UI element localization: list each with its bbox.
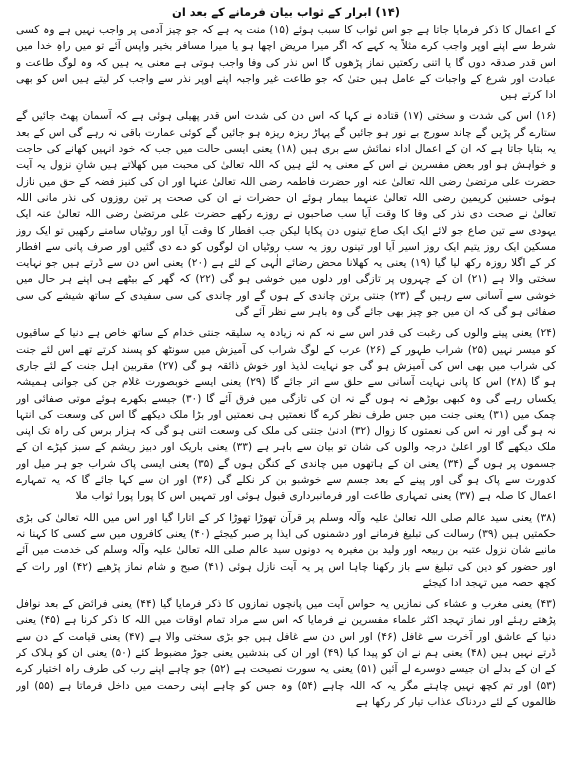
section-heading: (۱۴) ابرار کے ثواب بیان فرمانے کے بعد ان <box>172 5 400 19</box>
commentary-paragraph-2: (۱۶) اس کی شدت و سختی (۱۷) قتادہ نے کہا کہ اس دن کی شدت اس قدر پھیلی ہوئی ہے کہ آسمان پھٹ جائیں گے ستارے گر پڑیں گے چاند سورج بے نور ہو جائیں گے پہاڑ ریزہ ریزہ ہو جائیں گے کوئی عمارت باقی نہ رہے گی اس کے بعد یہ بتایا جاتا ہے کہ ان کے اعمال اداء نمائش سے بری ہیں (۱۸) یعنی ایسی حالت میں جب کہ خود انہیں کھانے کی حاجت و خواہش ہو اور بعض مفسرین نے اس کے معنی یہ لئے ہیں کہ اللہ تعالیٰ کی محبت میں کھلاتے ہیں شانِ نزول یہ آیت حضرت علی مرتضیٰ رضی اللہ تعالیٰ عنہ اور حضرت فاطمہ رضی اللہ تعالیٰ عنہا اور ان کی کنیز فضہ کے حق میں نازل ہوئی حسنین کریمین رضی اللہ تعالیٰ عنہما بیمار ہوئے ان حضرات نے ان کی صحت پر تین روزوں کی نذر مانی اللہ تعالیٰ نے صحت دی نذر کی وفا کا وقت آیا سب صاحبوں نے روزے رکھے حضرت علی مرتضیٰ رضی اللہ تعالیٰ عنہ ایک یہودی سے تین صاع جو لائے ایک ایک صاع تینوں دن پکایا لیکن جب افطار کا وقت آیا اور روٹیاں سامنے رکھیں تو ایک روز مسکین ایک روز یتیم ایک روز اسیر آیا اور تینوں روز یہ سب روٹیاں ان لوگوں کو دے دی گئیں اور صرف پانی سے افطار کر کے اگلا روزہ رکھ لیا گیا (۱۹) یعنی یہ کھلانا محض رضائے الٰہی کے لئے ہے (۲۰) یعنی اس دن سے ڈرتے ہیں جو نہایت سختی والا ہے (۲۱) ان کے چہروں پر تازگی اور دلوں میں خوشی ہو گی (۲۲) کہ گھر کے بیٹھے ہی اپنے ہر حال میں خوشی سے آسانی سے رہیں گے (۲۳) جنتی برتن چاندی کے ہوں گے اور چاندی کی سی سفیدی کے ساتھ شیشے کی سی صفائی ہو گی کہ ان میں جو چیز بھی جائے گی وہ باہر سے نظر آئے گی <box>16 110 556 319</box>
commentary-paragraph-1: کے اعمال کا ذکر فرمایا جاتا ہے جو اس ثواب کا سبب ہوئے (۱۵) منت یہ ہے کہ جو چیز آدمی پر واجب نہیں ہے وہ کسی شرط سے اپنے اوپر واجب کرے مثلاً یہ کہے کہ اگر میرا مریض اچھا ہو یا میرا مسافر بخیر واپس آئے تو میں راہِ خدا میں اس قدر صدقہ دوں گا یا اتنی رکعتیں نماز پڑھوں گا اس نذر کی وفا واجب ہوتی ہے معنی یہ ہیں کہ وہ لوگ طاعت و عبادت اور شرع کے واجبات کے عامل ہیں حتیٰ کہ جو طاعت غیر واجبہ اپنے اوپر نذر سے واجب کر لیتے ہیں اس کو بھی ادا کرتے ہیں <box>16 24 556 102</box>
commentary-paragraph-5: (۴۳) یعنی مغرب و عشاء کی نمازیں یہ حواس آیت میں پانچوں نمازوں کا ذکر فرمایا گیا (۴۴) یعنی فرائض کے بعد نوافل پڑھتے رہئے اور نماز تہجد اکثر علماء مفسرین نے فرمایا کہ اس سے مراد تمام اوقات میں اللہ کا ذکر کرنا ہے (۴۵) یعنی دنیا کے عاشق اور آخرت سے غافل (۴۶) اور اس دن سے غافل ہیں جو بڑی سختی والا ہے (۴۷) یعنی قیامت کے دن سے ڈرتے نہیں ہیں (۴۸) یعنی ہم نے ان کو پیدا کیا (۴۹) اور ان کی بندشیں یعنی جوڑ مضبوط کئے (۵۰) یعنی ان کو ہلاک کر کے ان کے بدلے ان جیسے دوسرے لے آئیں (۵۱) یعنی یہ سورت نصیحت ہے (۵۲) جو چاہے اپنے رب کی طرف راہ اختیار کرے (۵۳) اور تم کچھ نہیں چاہتے مگر یہ کہ اللہ چاہے (۵۴) وہ جس کو چاہے اپنی رحمت میں داخل فرماتا ہے (۵۵) اور ظالموں کے لئے دردناک عذاب تیار کر رکھا ہے <box>16 598 556 708</box>
commentary-text <box>16 4 556 763</box>
commentary-paragraph-3: (۲۴) یعنی پینے والوں کی رغبت کی قدر اس سے نہ کم نہ زیادہ یہ سلیقہ جنتی خدام کے ساتھ خاص ہے دنیا کے ساقیوں کو میسر نہیں (۲۵) شراب طہور کے (۲۶) عرب کے لوگ شراب کی آمیزش میں سونٹھ کو پسند کرتے تھے اس لئے جنت کی شراب میں بھی اس کی آمیزش ہو گی جو نہایت لذیذ اور خوش ذائقہ ہو گی (۲۷) مقربین اہل جنت کے لئے جاری ہو گا (۲۸) اس کا پانی نہایت آسانی سے حلق سے اتر جائے گا (۲۹) یعنی ایسے خوبصورت غلام جن کی جوانی ہمیشہ یکساں رہے گی وہ کبھی بوڑھے نہ ہوں گے نہ ان کی تازگی میں فرق آئے گا (۳۰) جیسے بکھرے ہوئے موتی صفائی اور چمک میں (۳۱) یعنی جنت میں جس طرف نظر کرے گا نعمتیں ہی نعمتیں اور بڑا ملک دیکھے گا اس کی وسعت کی انتہا نہ ہو گی اور نہ اس کی نعمتوں کا زوال (۳۲) ادنیٰ جنتی کی ملک کی وسعت اتنی ہو گی کہ ہزار برس کی راہ تک اپنی ملک دیکھے گا اور اعلیٰ درجہ والوں کی شان تو بیان سے باہر ہے (۳۳) یعنی باریک اور دبیز ریشم کے سبز کپڑے ان کے جسموں پر ہوں گے (۳۴) یعنی ان کے ہاتھوں میں چاندی کے کنگن ہوں گے (۳۵) یعنی ایسی پاک شراب جو ہر میل اور کدورت سے پاک ہو گی اور پینے کے بعد جسم سے خوشبو بن کر نکلے گی (۳۶) اور ان سے کہا جائے گا کہ یہ تمہارے اعمال کا صلہ ہے (۳۷) یعنی تمہاری طاعت اور فرمانبرداری قبول ہوئی اور تمہیں اس کا پورا پورا ثواب ملا <box>16 327 556 503</box>
commentary-paragraph-4: (۳۸) یعنی سید عالم صلی اللہ تعالیٰ علیہ وآلہ وسلم پر قرآن تھوڑا تھوڑا کر کے اتارا گیا اور اس میں اللہ تعالیٰ کی بڑی حکمتیں ہیں (۳۹) رسالت کی تبلیغ فرمانے اور دشمنوں کی ایذا پر صبر کیجئے (۴۰) یعنی کافروں میں سے کسی کا کہنا نہ مانیے شان نزول عتبہ بن ربیعہ اور ولید بن مغیرہ یہ دونوں سید عالم صلی اللہ تعالیٰ علیہ وآلہ وسلم کی خدمت میں آئے اور حضور کو دین کی تبلیغ سے باز رکھنا چاہا اس پر یہ آیت نازل ہوئی (۴۱) صبح و شام نماز پڑھیے (۴۲) اور رات کے کچھ حصہ میں تہجد ادا کیجئے <box>16 511 556 589</box>
